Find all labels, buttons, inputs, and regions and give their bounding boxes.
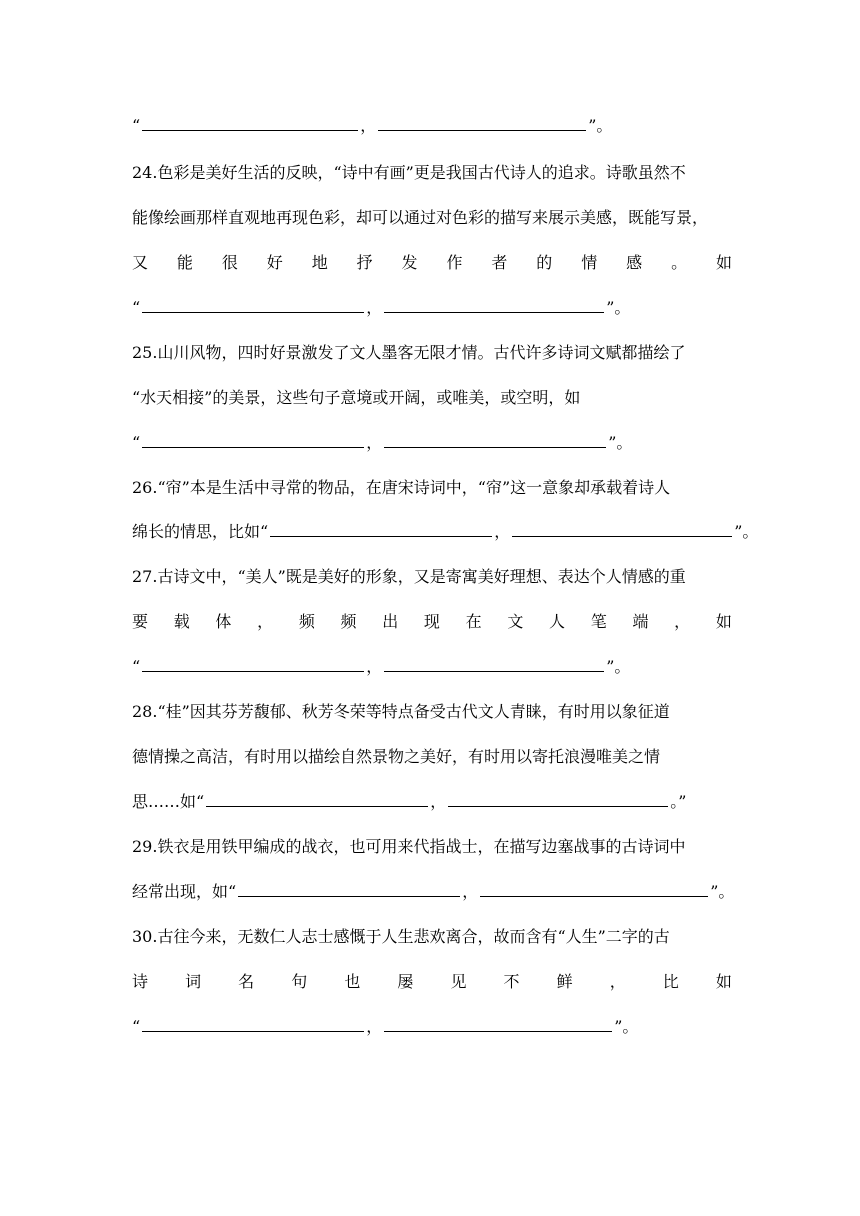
answer-blank[interactable] bbox=[448, 792, 668, 807]
text-segment: 思……如“ bbox=[132, 792, 205, 811]
answer-blank[interactable] bbox=[384, 298, 604, 313]
answer-blank[interactable] bbox=[384, 657, 604, 672]
text-segment: ， bbox=[366, 298, 383, 317]
text-line bbox=[132, 253, 732, 273]
text-char: 又 bbox=[132, 253, 149, 272]
text-segment: ， bbox=[360, 116, 377, 135]
text-char: 好 bbox=[266, 253, 283, 272]
text-char: 词 bbox=[185, 972, 202, 991]
text-segment: “ bbox=[132, 657, 141, 676]
text-segment: “ bbox=[132, 1017, 141, 1036]
text-char: 端 bbox=[632, 612, 649, 631]
text-char: 情 bbox=[581, 253, 598, 272]
answer-blank[interactable] bbox=[238, 882, 460, 897]
text-char: 作 bbox=[446, 253, 463, 272]
text-char: 出 bbox=[382, 612, 399, 631]
text-line bbox=[132, 522, 759, 542]
text-segment: ”。 bbox=[614, 1017, 639, 1036]
text-char: 如 bbox=[715, 972, 732, 991]
text-char: 现 bbox=[423, 612, 440, 631]
text-line: 24.色彩是美好生活的反映，“诗中有画”更是我国古代诗人的追求。诗歌虽然不 bbox=[132, 163, 686, 182]
answer-blank[interactable] bbox=[206, 792, 428, 807]
text-segment: ， bbox=[366, 433, 383, 452]
text-char: ， bbox=[674, 612, 691, 631]
text-char: 感 bbox=[626, 253, 643, 272]
text-char: 比 bbox=[662, 972, 679, 991]
text-segment: ”。 bbox=[608, 433, 633, 452]
answer-blank[interactable] bbox=[142, 433, 364, 448]
text-segment: 。” bbox=[670, 792, 687, 811]
text-char: ， bbox=[609, 972, 626, 991]
answer-blank[interactable] bbox=[142, 1017, 364, 1032]
text-char: 抒 bbox=[356, 253, 373, 272]
text-line: 29.铁衣是用铁甲编成的战衣，也可用来代指战士，在描写边塞战事的古诗词中 bbox=[132, 837, 686, 856]
text-char: 。 bbox=[671, 253, 688, 272]
text-segment: ， bbox=[494, 522, 511, 541]
text-segment: 经常出现，如“ bbox=[132, 882, 237, 901]
text-line bbox=[132, 388, 732, 408]
answer-blank[interactable] bbox=[480, 882, 708, 897]
text-line bbox=[132, 298, 732, 318]
text-char: 载 bbox=[173, 612, 190, 631]
text-segment: “ bbox=[132, 298, 141, 317]
text-char: 很 bbox=[221, 253, 238, 272]
answer-blank[interactable] bbox=[142, 298, 364, 313]
text-char: 在 bbox=[465, 612, 482, 631]
text-segment: ， bbox=[366, 1017, 383, 1036]
text-char: 要 bbox=[132, 612, 149, 631]
text-char: 地 bbox=[311, 253, 328, 272]
text-segment: 绵长的情思，比如“ bbox=[132, 522, 269, 541]
text-segment: ”。 bbox=[606, 657, 631, 676]
text-segment: ”。 bbox=[588, 116, 613, 135]
answer-blank[interactable] bbox=[142, 116, 358, 131]
text-char: 诗 bbox=[132, 972, 149, 991]
text-line: 德情操之高洁，有时用以描绘自然景物之美好，有时用以寄托浪漫唯美之情 bbox=[132, 747, 661, 766]
text-segment: “ bbox=[132, 433, 141, 452]
text-line bbox=[132, 792, 732, 812]
text-segment: ”。 bbox=[710, 882, 735, 901]
text-line: 27.古诗文中，“美人”既是美好的形象，又是寄寓美好理想、表达个人情感的重 bbox=[132, 567, 686, 586]
text-char: ， bbox=[257, 612, 274, 631]
text-line bbox=[132, 612, 732, 632]
answer-blank[interactable] bbox=[384, 433, 606, 448]
text-char: 体 bbox=[215, 612, 232, 631]
text-segment: “ bbox=[132, 116, 141, 135]
text-segment: ”。 bbox=[734, 522, 759, 541]
text-char: 者 bbox=[491, 253, 508, 272]
text-line bbox=[132, 1017, 732, 1037]
text-segment: ”。 bbox=[606, 298, 631, 317]
text-line: 能像绘画那样直观地再现色彩，却可以通过对色彩的描写来展示美感，既能写景， bbox=[132, 208, 709, 227]
text-char: 频 bbox=[298, 612, 315, 631]
text-char: 人 bbox=[549, 612, 566, 631]
text-line: 28.“桂”因其芬芳馥郁、秋芳冬荣等特点备受古代文人青睐，有时用以象征道 bbox=[132, 702, 670, 721]
text-char: 句 bbox=[291, 972, 308, 991]
text-segment: ， bbox=[366, 657, 383, 676]
text-char: 屡 bbox=[397, 972, 414, 991]
text-line bbox=[132, 116, 732, 136]
text-char: 发 bbox=[401, 253, 418, 272]
text-char: 鲜 bbox=[556, 972, 573, 991]
text-line: 25.山川风物，四时好景激发了文人墨客无限才情。古代许多诗词文赋都描绘了 bbox=[132, 343, 686, 362]
answer-blank[interactable] bbox=[512, 522, 732, 537]
text-line bbox=[132, 882, 735, 902]
text-char: 名 bbox=[238, 972, 255, 991]
answer-blank[interactable] bbox=[384, 1017, 612, 1032]
answer-blank[interactable] bbox=[142, 657, 364, 672]
text-char: 如 bbox=[715, 612, 732, 631]
text-char: 不 bbox=[503, 972, 520, 991]
text-char: 笔 bbox=[590, 612, 607, 631]
text-line: 30.古往今来，无数仁人志士感慨于人生悲欢离合，故而含有“人生”二字的古 bbox=[132, 927, 670, 946]
text-segment: ， bbox=[462, 882, 479, 901]
text-segment: ， bbox=[430, 792, 447, 811]
text-char: “水天相接”的美景，这些句子意境或开阔，或唯美，或空明，如 bbox=[132, 388, 581, 407]
text-line bbox=[132, 433, 732, 453]
text-char: 见 bbox=[450, 972, 467, 991]
text-line bbox=[132, 657, 732, 677]
text-char: 文 bbox=[507, 612, 524, 631]
text-char: 频 bbox=[340, 612, 357, 631]
answer-blank[interactable] bbox=[378, 116, 586, 131]
text-char: 能 bbox=[176, 253, 193, 272]
text-char: 也 bbox=[344, 972, 361, 991]
text-char: 的 bbox=[536, 253, 553, 272]
text-line: 26.“帘”本是生活中寻常的物品，在唐宋诗词中，“帘”这一意象却承载着诗人 bbox=[132, 478, 671, 497]
answer-blank[interactable] bbox=[270, 522, 492, 537]
text-line bbox=[132, 972, 732, 992]
text-char: 如 bbox=[715, 253, 732, 272]
